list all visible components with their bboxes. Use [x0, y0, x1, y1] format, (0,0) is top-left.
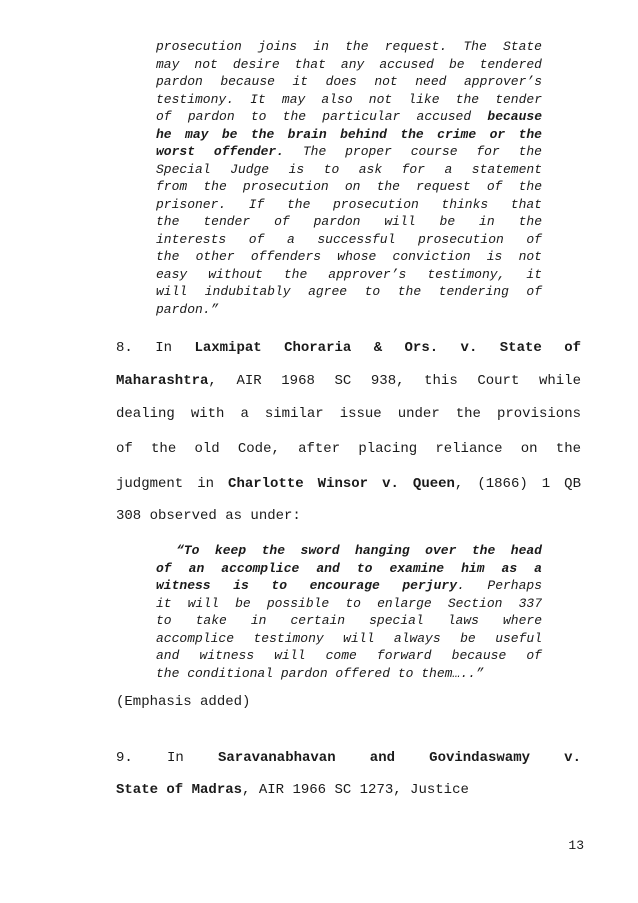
text-run: of pardon to the particular accused: [156, 109, 488, 124]
paragraph-line: [116, 340, 581, 356]
text-run: prisoner. If the prosecution thinks that: [156, 196, 542, 212]
text-run: testimony. It may also not like the tender: [156, 91, 542, 107]
text-run: Saravanabhavan and Govindaswamy v.: [217, 750, 581, 766]
quote-line: [156, 301, 542, 319]
block-quote-approver-pardon: [156, 38, 542, 318]
quote-line: [156, 560, 542, 578]
text-run: 308 observed as under:: [116, 508, 301, 524]
text-run: pardon.”: [156, 301, 219, 317]
text-run: pardon because it does not need approver’s: [156, 74, 542, 89]
quote-line: [156, 542, 542, 560]
text-run: State of Madras: [116, 782, 243, 798]
quote-line: [156, 161, 542, 179]
text-run: interests of a successful prosecution of: [156, 231, 542, 247]
paragraph-line: [116, 373, 581, 389]
emphasis-note: (Emphasis added): [116, 694, 251, 710]
text-run: Laxmipat Choraria & Ors. v. State of: [194, 340, 581, 356]
text-run: . Perhaps: [457, 578, 542, 593]
quote-line: [156, 108, 542, 126]
text-run: , AIR 1968 SC 938, this Court while: [208, 373, 581, 389]
text-run: may not desire that any accused be tendered: [156, 56, 542, 72]
text-run: it will be possible to enlarge Section 337: [156, 595, 542, 611]
quote-line: [156, 577, 542, 595]
text-run: 9. In: [116, 750, 218, 766]
quote-line: [156, 73, 542, 91]
quote-line: [156, 143, 542, 161]
text-run: witness is to encourage perjury: [156, 578, 457, 593]
paragraph-line: [116, 476, 581, 492]
text-run: Special Judge is to ask for a statement: [156, 161, 542, 177]
quote-line: [156, 612, 542, 630]
text-run: the tender of pardon will be in the: [156, 214, 542, 229]
text-run: , (1866) 1 QB: [454, 476, 581, 492]
text-run: Maharashtra: [116, 373, 209, 389]
quote-line: [156, 126, 542, 144]
text-run: he may be the brain behind the crime or the: [156, 126, 542, 142]
text-run: , AIR 1966 SC 1273, Justice: [242, 782, 469, 798]
quote-line: [156, 266, 542, 284]
text-run: easy without the approver’s testimony, it: [156, 266, 542, 282]
quote-line: [156, 248, 542, 266]
paragraph-line: [116, 441, 581, 457]
paragraph-line: [116, 782, 581, 798]
quote-line: [156, 91, 542, 109]
quote-line: [156, 647, 542, 665]
text-run: because: [487, 109, 542, 124]
block-quote-charlotte-winsor: [156, 542, 542, 682]
quote-line: [156, 630, 542, 648]
quote-line: [156, 178, 542, 196]
text-run: to take in certain special laws where: [156, 613, 542, 628]
page-number: 13: [568, 838, 584, 853]
paragraph-line: [116, 406, 581, 422]
text-run: worst offender.: [156, 144, 285, 159]
paragraph-line: [116, 750, 581, 766]
quote-line: [156, 38, 542, 56]
text-run: Charlotte Winsor v. Queen: [228, 476, 455, 492]
quote-line: [156, 213, 542, 231]
text-run: judgment in: [116, 476, 229, 492]
text-run: dealing with a similar issue under the provisions: [116, 406, 581, 422]
text-run: “To keep the sword hanging over the head: [176, 543, 542, 558]
quote-line: [156, 56, 542, 74]
quote-line: [156, 595, 542, 613]
paragraph-line: [116, 508, 581, 524]
text-run: from the prosecution on the request of the: [156, 179, 542, 194]
quote-line: [156, 665, 542, 683]
text-run: of an accomplice and to examine him as a: [156, 560, 542, 576]
text-run: accomplice testimony will always be useful: [156, 630, 542, 646]
text-run: and witness will come forward because of: [156, 648, 542, 663]
text-run: prosecution joins in the request. The State: [156, 39, 542, 54]
text-run: 8. In: [116, 340, 195, 356]
text-run: the other offenders whose conviction is not: [156, 249, 542, 264]
text-run: the conditional pardon offered to them…..”: [156, 665, 484, 681]
quote-line: [156, 231, 542, 249]
quote-line: [156, 196, 542, 214]
quote-line: [156, 283, 542, 301]
text-run: of the old Code, after placing reliance on the: [116, 441, 581, 457]
text-run: The proper course for the: [284, 144, 542, 159]
text-run: will indubitably agree to the tendering of: [156, 284, 542, 299]
